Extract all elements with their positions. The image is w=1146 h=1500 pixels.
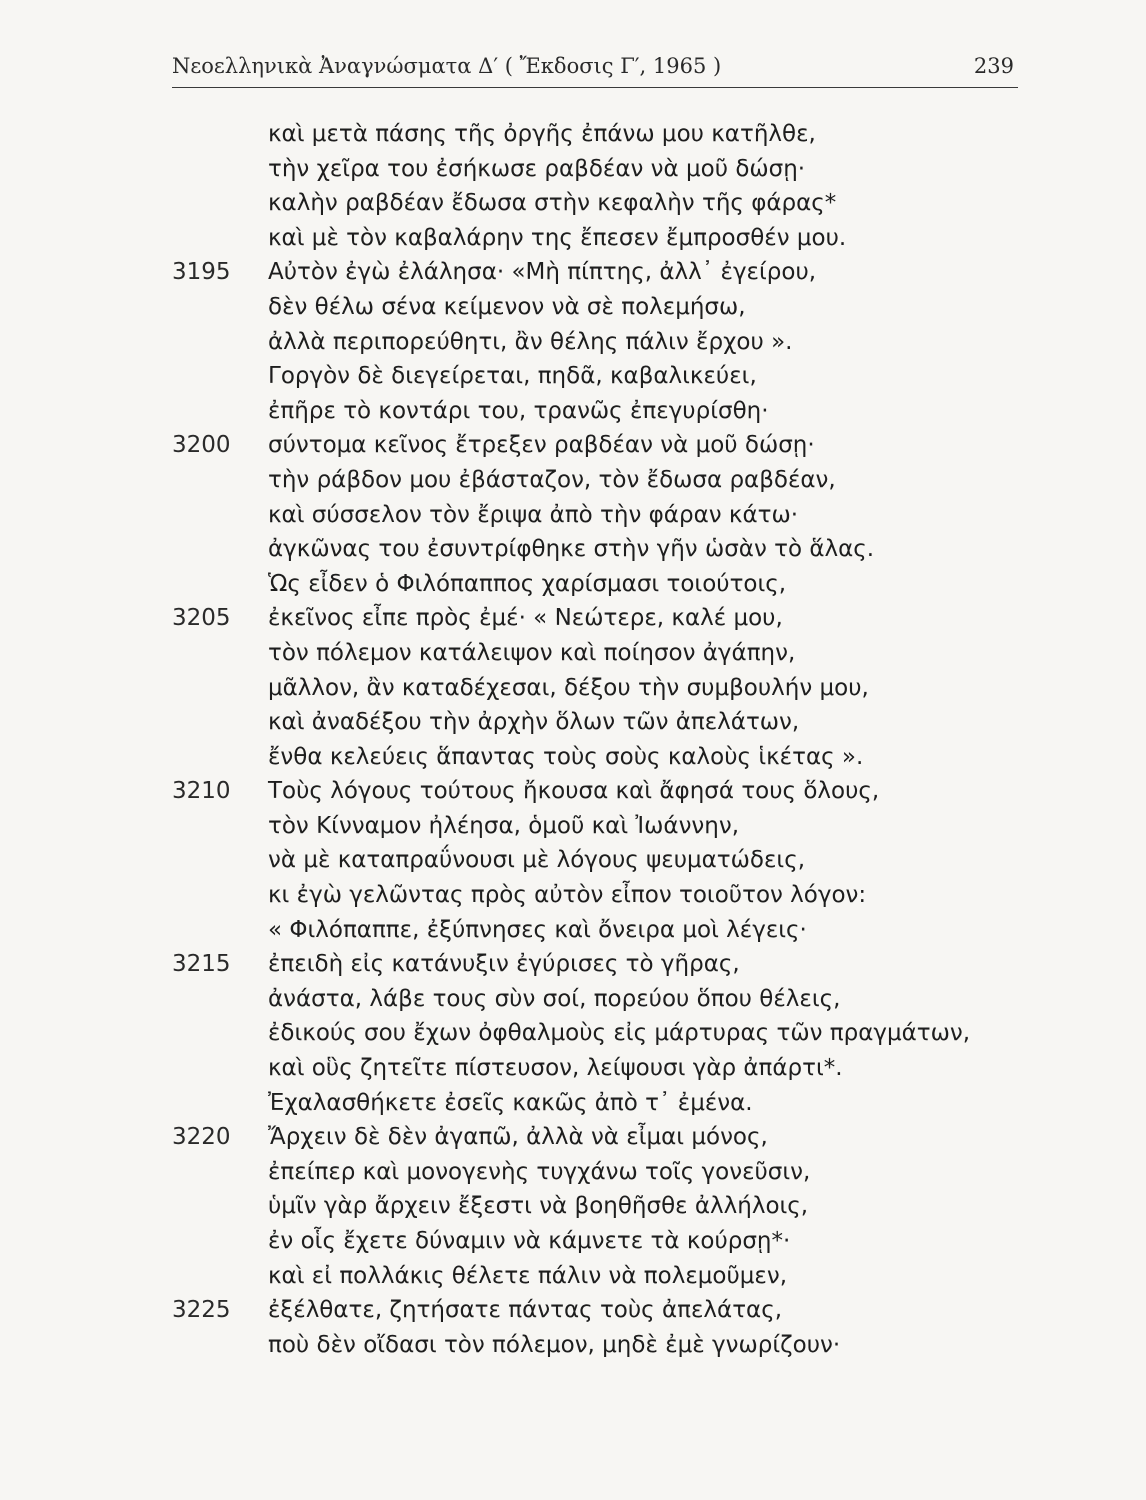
verse-line — [0, 1155, 1146, 1190]
verse-text: καὶ εἰ πολλάκις θέλετε πάλιν νὰ πολεμοῦμεν, — [268, 1262, 788, 1289]
verse-line — [0, 809, 1146, 844]
verse-text: Αὐτὸν ἐγὼ ἐλάλησα· «Μὴ πίπτης, ἀλλ᾽ ἐγείρου, — [268, 259, 817, 286]
verse-line — [0, 1086, 1146, 1121]
verse-text: Ὡς εἶδεν ὁ Φιλόπαππος χαρίσμασι τοιούτοις, — [268, 570, 787, 597]
verse-line — [0, 878, 1146, 913]
verse-line — [0, 1293, 1146, 1328]
verse-text: μᾶλλον, ἂν καταδέχεσαι, δέξου τὴν συμβουλήν μου, — [268, 674, 869, 701]
verse-text: ἐπειδὴ εἰς κατάνυξιν ἐγύρισες τὸ γῆρας, — [268, 951, 740, 978]
verse-text: ἐξέλθατε, ζητήσατε πάντας τοὺς ἀπελάτας, — [268, 1297, 783, 1324]
verse-line — [0, 1189, 1146, 1224]
verse-line — [0, 913, 1146, 948]
verse-line — [0, 1016, 1146, 1051]
verse-line — [0, 325, 1146, 360]
verse-line — [0, 705, 1146, 740]
verse-text: ὑμῖν γὰρ ἄρχειν ἔξεστι νὰ βοηθῆσθε ἀλλήλοις, — [268, 1193, 809, 1220]
verse-text: ἀγκῶνας του ἐσυντρίφθηκε στὴν γῆν ὡσὰν τὸ ἅλας. — [268, 536, 875, 563]
verse-line — [0, 1120, 1146, 1155]
verse-line — [0, 255, 1146, 290]
verse-text: καὶ οὓς ζητεῖτε πίστευσον, λείψουσι γὰρ ἀπάρτι*. — [268, 1055, 843, 1082]
verse-line — [0, 532, 1146, 567]
verse-line — [0, 774, 1146, 809]
verse-line — [0, 601, 1146, 636]
verse-line — [0, 463, 1146, 498]
line-number: 3200 — [172, 432, 231, 459]
verse-text: ἐδικούς σου ἔχων ὀφθαλμοὺς εἰς μάρτυρας τῶν πραγμάτων, — [268, 1020, 971, 1047]
verse-text: ἐκεῖνος εἶπε πρὸς ἐμέ· « Νεώτερε, καλέ μου, — [268, 605, 783, 632]
verse-text: ἀλλὰ περιπορεύθητι, ἂν θέλης πάλιν ἔρχου ». — [268, 328, 793, 355]
page-header — [172, 52, 1018, 86]
verse-text: καὶ σύσσελον τὸν ἔριψα ἀπὸ τὴν φάραν κάτω· — [268, 501, 799, 528]
verse-line — [0, 636, 1146, 671]
verse-text: Ἐχαλασθήκετε ἐσεῖς κακῶς ἀπὸ τ᾽ ἐμένα. — [268, 1089, 753, 1116]
verse-text: Τοὺς λόγους τούτους ἤκουσα καὶ ἄφησά τους ὅλους, — [268, 778, 880, 805]
running-title: Νεοελληνικὰ Ἀναγνώσματα Δ′ ( Ἔκδοσις Γ′, 1965 ) — [172, 54, 722, 78]
verse-text: καὶ μὲ τὸν καβαλάρην της ἔπεσεν ἔμπροσθέν μου. — [268, 224, 847, 251]
verse-text: ἐπῆρε τὸ κοντάρι του, τρανῶς ἐπεγυρίσθη· — [268, 397, 769, 424]
verse-line — [0, 671, 1146, 706]
line-number: 3225 — [172, 1297, 231, 1324]
verse-line — [0, 186, 1146, 221]
verse-text: καλὴν ραβδέαν ἔδωσα στὴν κεφαλὴν τῆς φάρας* — [268, 190, 837, 217]
verse-line — [0, 498, 1146, 533]
page-number: 239 — [973, 54, 1014, 78]
verse-text: τὴν ράβδον μου ἐβάσταζον, τὸν ἔδωσα ραβδέαν, — [268, 466, 836, 493]
line-number: 3205 — [172, 605, 231, 632]
verse-text: δὲν θέλω σένα κείμενον νὰ σὲ πολεμήσω, — [268, 293, 746, 320]
verse-text: καὶ ἀναδέξου τὴν ἀρχὴν ὅλων τῶν ἀπελάτων, — [268, 709, 800, 736]
verse-text: καὶ μετὰ πάσης τῆς ὀργῆς ἐπάνω μου κατῆλθε, — [268, 121, 816, 147]
line-number: 3210 — [172, 778, 231, 805]
verse-text: ἔνθα κελεύεις ἅπαντας τοὺς σοὺς καλοὺς ἱκέτας ». — [268, 743, 864, 770]
verse-text: τὸν Κίνναμον ἠλέησα, ὁμοῦ καὶ Ἰωάννην, — [268, 812, 740, 839]
verse-line — [0, 359, 1146, 394]
header-rule — [172, 87, 1018, 88]
verse-line — [0, 947, 1146, 982]
verse-line — [0, 1328, 1146, 1363]
verse-line — [0, 117, 1146, 152]
line-number: 3215 — [172, 951, 231, 978]
verse-text: κι ἐγὼ γελῶντας πρὸς αὐτὸν εἶπον τοιοῦτον λόγον: — [268, 882, 867, 909]
verse-line — [0, 567, 1146, 602]
verse-text: ποὺ δὲν οἴδασι τὸν πόλεμον, μηδὲ ἐμὲ γνωρίζουν· — [268, 1331, 841, 1358]
verse-text: νὰ μὲ καταπραΰνουσι μὲ λόγους ψευματώδεις, — [268, 847, 806, 874]
verse-line — [0, 290, 1146, 325]
verse-text: ἐν οἷς ἔχετε δύναμιν νὰ κάμνετε τὰ κούρσῃ*· — [268, 1228, 791, 1254]
verse-line — [0, 152, 1146, 187]
verse-text: Γοργὸν δὲ διεγείρεται, πηδᾶ, καβαλικεύει, — [268, 363, 757, 390]
verse-line — [0, 982, 1146, 1017]
verse-line — [0, 740, 1146, 775]
verse-text: τὸν πόλεμον κατάλειψον καὶ ποίησον ἀγάπην, — [268, 639, 796, 666]
verse-line — [0, 843, 1146, 878]
verse-text: σύντομα κεῖνος ἔτρεξεν ραβδέαν νὰ μοῦ δώσῃ· — [268, 432, 815, 459]
verse-text: « Φιλόπαππε, ἐξύπνησες καὶ ὄνειρα μοὶ λέγεις· — [268, 916, 807, 943]
poem-body — [0, 117, 1146, 1362]
line-number: 3195 — [172, 259, 231, 286]
verse-line — [0, 428, 1146, 463]
verse-text: ἀνάστα, λάβε τους σὺν σοί, πορεύου ὅπου θέλεις, — [268, 985, 841, 1012]
verse-text: ἐπείπερ καὶ μονογενὴς τυγχάνω τοῖς γονεῦσιν, — [268, 1158, 811, 1185]
verse-line — [0, 1259, 1146, 1294]
verse-line — [0, 1051, 1146, 1086]
verse-text: Ἄρχειν δὲ δὲν ἀγαπῶ, ἀλλὰ νὰ εἶμαι μόνος, — [268, 1124, 768, 1151]
line-number: 3220 — [172, 1124, 231, 1151]
verse-line — [0, 221, 1146, 256]
verse-text: τὴν χεῖρα του ἐσήκωσε ραβδέαν νὰ μοῦ δώσῃ· — [268, 155, 806, 182]
verse-line — [0, 1224, 1146, 1259]
verse-line — [0, 394, 1146, 429]
